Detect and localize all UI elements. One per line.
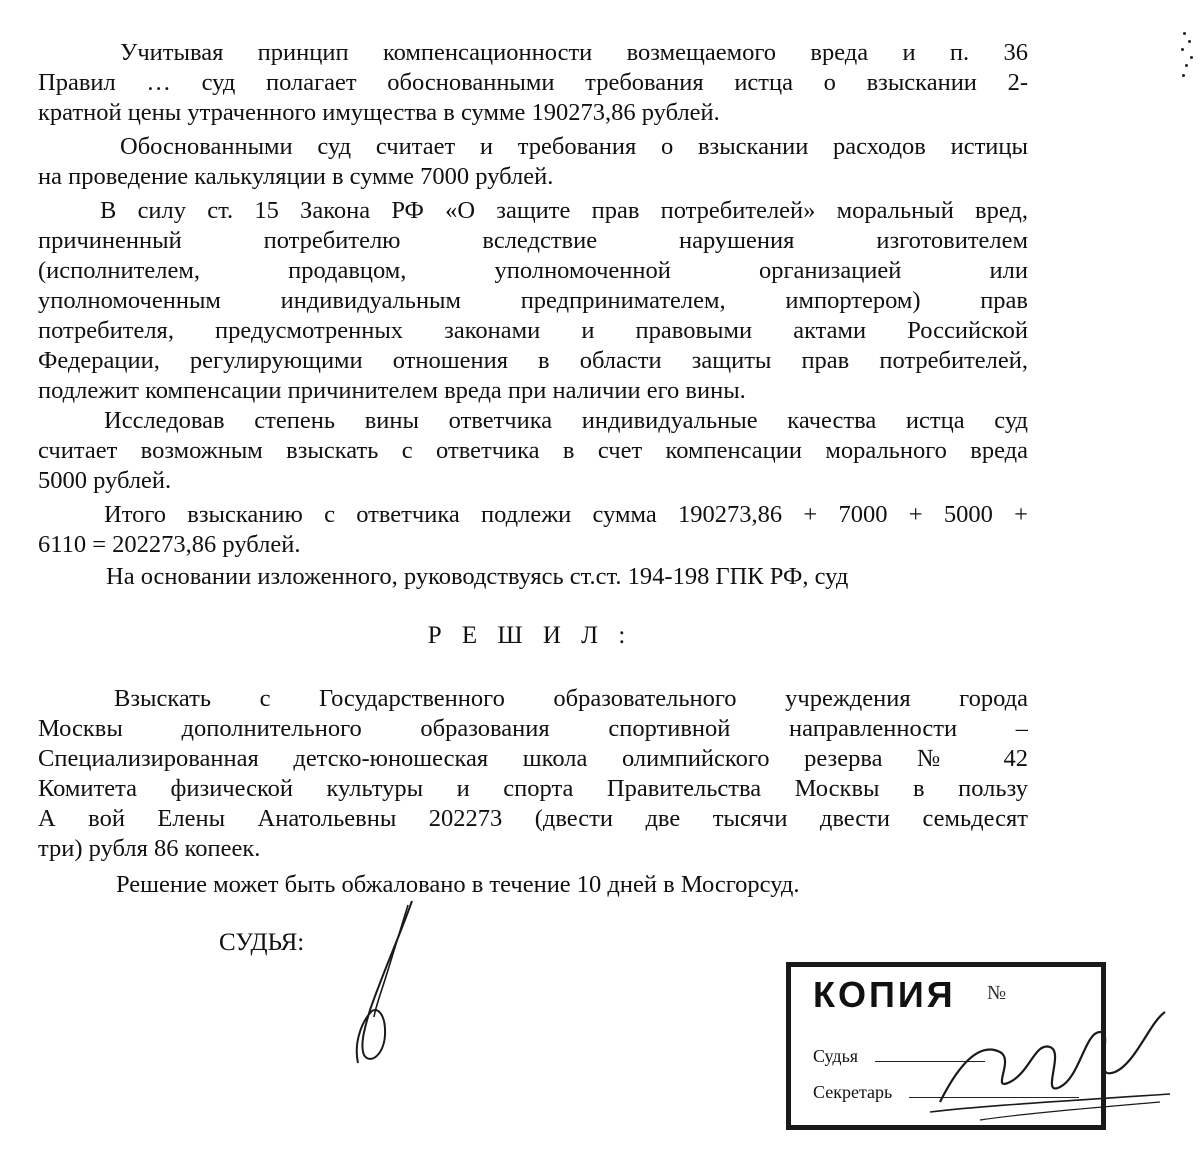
text-line: три) рубля 86 копеек. <box>38 835 261 862</box>
text-line: Правил … суд полагает обоснованными требования истца о взыскании 2- <box>38 69 1028 96</box>
text-line: кратной цены утраченного имущества в сумме 190273,86 рублей. <box>38 99 720 126</box>
judge-label: СУДЬЯ: <box>219 929 305 956</box>
text-line: На основании изложенного, руководствуясь ст.ст. 194-198 ГПК РФ, суд <box>106 563 849 590</box>
text-line: Исследовав степень вины ответчика индивидуальные качества истца суд <box>104 407 1028 434</box>
text-line: причиненный потребителю вследствие нарушения изготовителем <box>38 227 1028 254</box>
text-line: Итого взысканию с ответчика подлежи сумма 190273,86 + 7000 + 5000 + <box>104 501 1028 528</box>
paragraph-compensation <box>38 38 1028 128</box>
text-line: потребителя, предусмотренных законами и правовыми актами Российской <box>38 317 1028 344</box>
text-line: Решение может быть обжаловано в течение 10 дней в Мосгорсуд. <box>116 871 800 898</box>
paragraph-legal-basis <box>38 562 1028 592</box>
text-line: подлежит компенсации причинителем вреда при наличии его вины. <box>38 377 746 404</box>
stamp-number: № <box>987 982 1007 1004</box>
text-line: Москвы дополнительного образования спортивной направленности – <box>38 715 1028 742</box>
text-line: считает возможным взыскать с ответчика в счет компенсации морального вреда <box>38 437 1028 464</box>
paragraph-moral-damage-amount <box>38 406 1028 496</box>
text-line: Комитета физической культуры и спорта Правительства Москвы в пользу <box>38 775 1028 802</box>
paragraph-moral-damage-law <box>38 196 1028 406</box>
stamp-judge-row: Судья <box>813 1046 859 1066</box>
text-line: Взыскать с Государственного образовательного учреждения города <box>114 685 1028 712</box>
text-line: Федерации, регулирующими отношения в области защиты прав потребителей, <box>38 347 1028 374</box>
stamp-title: КОПИЯ <box>813 974 956 1015</box>
text-line: В силу ст. 15 Закона РФ «О защите прав потребителей» моральный вред, <box>100 197 1028 224</box>
decided-heading: Р Е Ш И Л : <box>427 622 633 649</box>
paragraph-appeal <box>38 870 1028 900</box>
text-line: 6110 = 202273,86 рублей. <box>38 531 301 558</box>
paragraph-total <box>38 500 1028 560</box>
text-line: уполномоченным индивидуальным предпринимателем, импортером) прав <box>38 287 1028 314</box>
paragraph-calculation-costs <box>38 132 1028 192</box>
secretary-signature <box>920 1002 1180 1132</box>
text-line: 5000 рублей. <box>38 467 172 494</box>
text-line: Специализированная детско-юношеская школа олимпийского резерва № 42 <box>38 745 1028 772</box>
text-line: Учитывая принцип компенсационности возмещаемого вреда и п. 36 <box>120 39 1028 66</box>
text-line: (исполнителем, продавцом, уполномоченной организацией или <box>38 257 1028 284</box>
text-line: А вой Елены Анатольевны 202273 (двести две тысячи двести семьдесят <box>38 805 1028 832</box>
stamp-secretary-row: Секретарь <box>813 1082 893 1102</box>
scan-noise-marks <box>1179 30 1197 90</box>
paragraph-decision <box>38 684 1028 864</box>
text-line: на проведение калькуляции в сумме 7000 рублей. <box>38 163 554 190</box>
judge-signature <box>330 895 440 1070</box>
text-line: Обоснованными суд считает и требования о взыскании расходов истицы <box>120 133 1028 160</box>
